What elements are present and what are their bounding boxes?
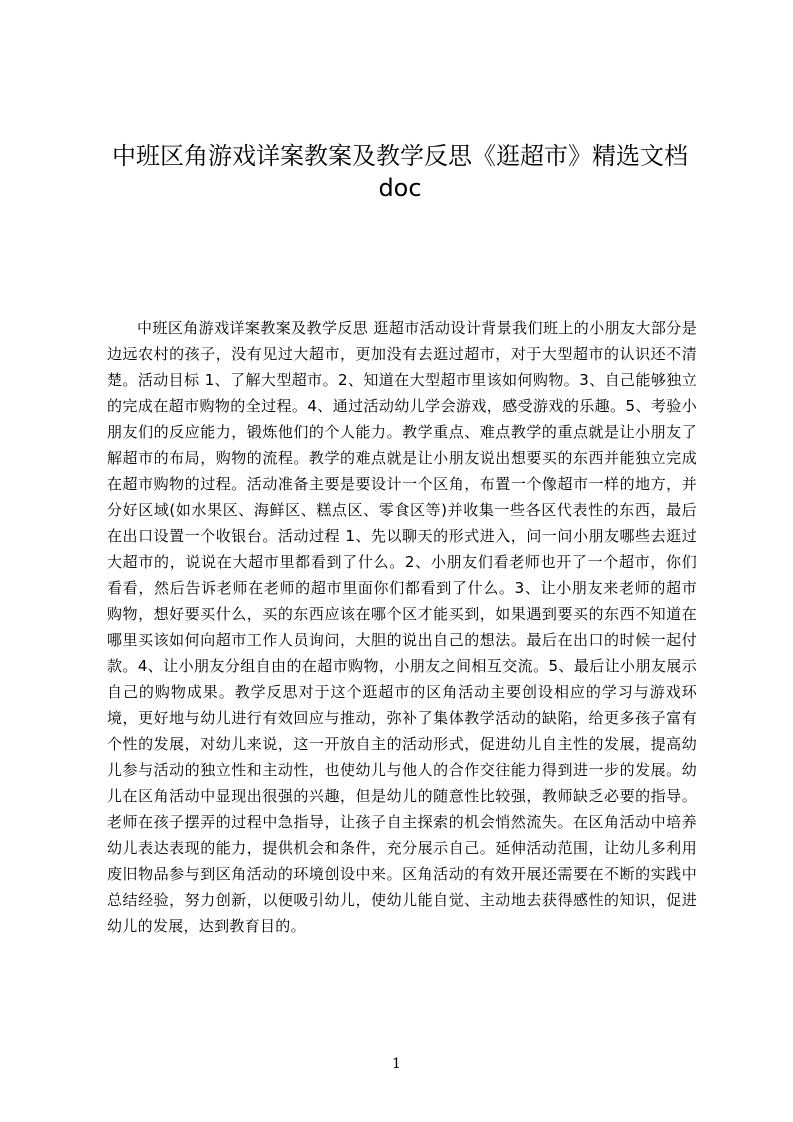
document-title bbox=[100, 140, 700, 204]
body-paragraph: 中班区角游戏详案教案及教学反思 逛超市活动设计背景我们班上的小朋友大部分是边远农村的孩子，没有见过大超市，更加没有去逛过超市，对于大型超市的认识还不清楚。活动目标 1、了解大型超市。2、知道在大型超市里该如何购物。3、自己能够独立的完成在超市购物的全过程。4、通过活动幼儿学会游戏，感受游戏的乐趣。5、考验小朋友们的反应能力，锻炼他们的个人能力。教学重点、难点教学的重点就是让小朋友了解超市的布局，购物的流程。教学的难点就是让小朋友说出想要买的东西并能独立完成在超市购物的过程。活动准备主要是要设计一个区角，布置一个像超市一样的地方，并分好区域(如水果区、海鲜区、糕点区、零食区等)并收集一些各区代表性的东西，最后在出口设置一个收银台。活动过程 1、先以聊天的形式进入，问一问小朋友哪些去逛过大超市的，说说在大超市里都看到了什么。2、小朋友们看老师也开了一个超市，你们看看，然后告诉老师在老师的超市里面你们都看到了什么。3、让小朋友来老师的超市购物，想好要买什么，买的东西应该在哪个区才能买到，如果遇到要买的东西不知道在哪里买该如何向超市工作人员询问，大胆的说出自己的想法。最后在出口的时候一起付款。4、让小朋友分组自由的在超市购物，小朋友之间相互交流。5、最后让小朋友展示自己的购物成果。教学反思对于这个逛超市的区角活动主要创设相应的学习与游戏环境，更好地与幼儿进行有效回应与推动，弥补了集体教学活动的缺陷，给更多孩子富有个性的发展，对幼儿来说，这一开放自主的活动形式，促进幼儿自主性的发展，提高幼儿参与活动的独立性和主动性，也使幼儿与他人的合作交往能力得到进一步的发展。幼儿在区角活动中显现出很强的兴趣，但是幼儿的随意性比较强，教师缺乏必要的指导。老师在孩子摆弄的过程中急指导，让孩子自主探索的机会悄然流失。在区角活动中培养幼儿表达表现的能力，提供机会和条件，充分展示自己。延伸活动范围，让幼儿多利用废旧物品参与到区角活动的环境创设中来。区角活动的有效开展还需要在不断的实践中总结经验，努力创新，以便吸引幼儿，使幼儿能自觉、主动地去获得感性的知识，促进幼儿的发展，达到教育目的。 bbox=[107, 319, 697, 935]
page-number: 1 bbox=[392, 1056, 401, 1072]
title-line-1: 中班区角游戏详案教案及教学反思《逛超市》精选文档 bbox=[112, 142, 688, 170]
title-line-2: doc bbox=[378, 174, 422, 202]
